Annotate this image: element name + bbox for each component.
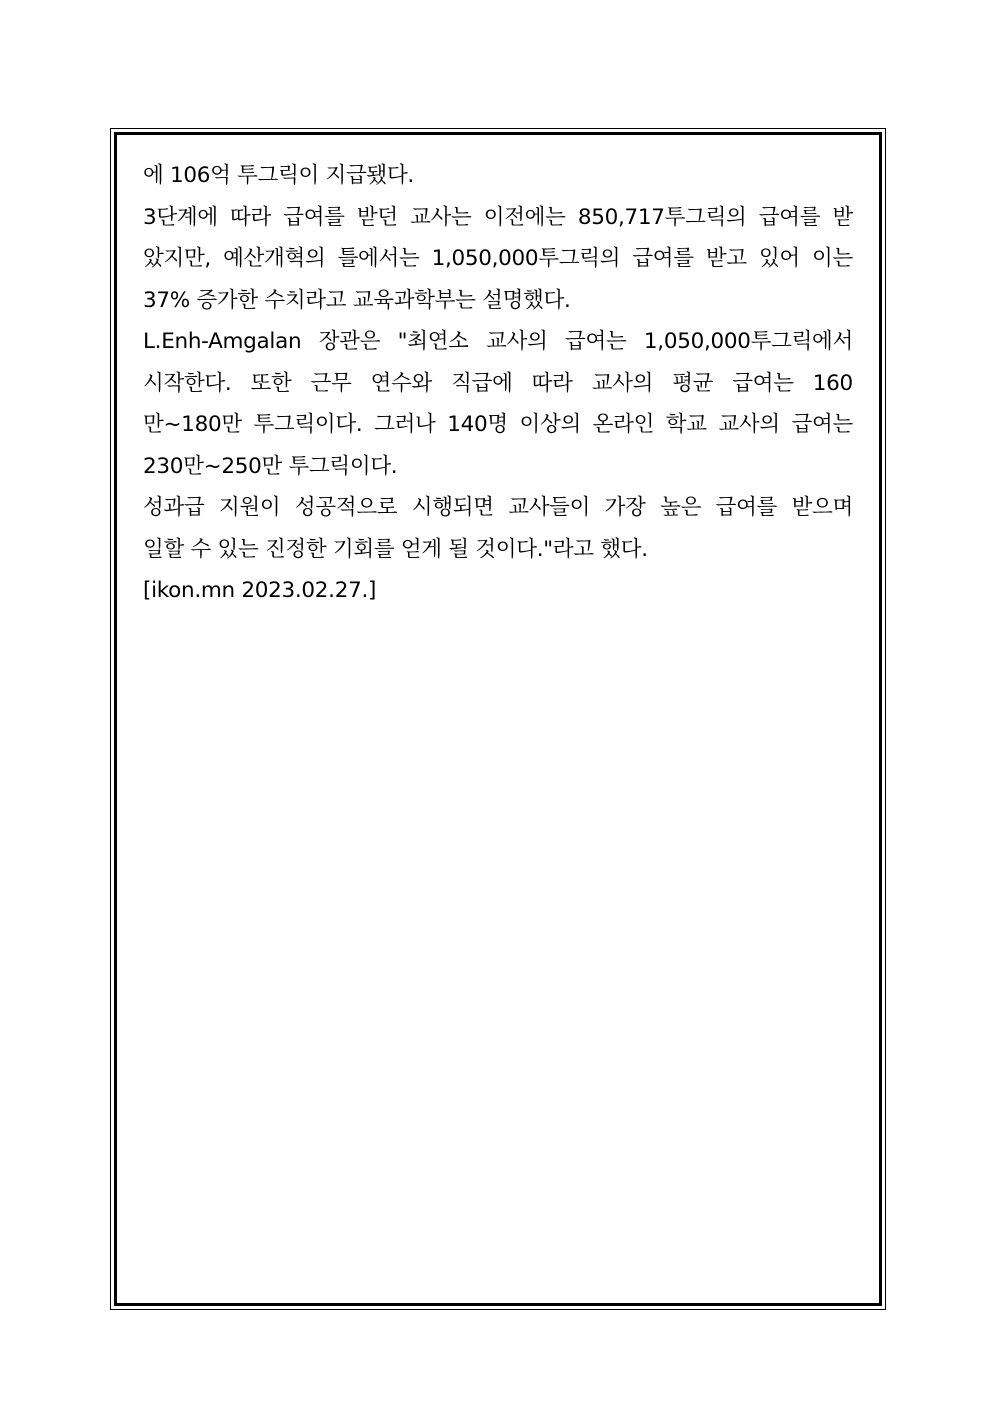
word: 급여는	[732, 370, 794, 396]
word: 급여를	[283, 204, 345, 230]
word: 예산개혁의	[223, 246, 326, 271]
word: 급여를	[632, 246, 694, 271]
word: 가장	[604, 495, 646, 520]
text-line: 에 106억 투그릭이 지급됐다.	[143, 163, 414, 188]
word: 따라	[230, 204, 271, 230]
word: 높은	[660, 495, 702, 520]
word: 3단계에	[143, 204, 218, 230]
word: 시작한다.	[143, 370, 232, 396]
word: 온라인	[592, 412, 655, 437]
word: 교사들이	[508, 495, 591, 520]
word: 지원이	[218, 495, 281, 520]
word: 틀에서는	[337, 246, 420, 271]
text-line	[143, 321, 853, 363]
word: 140명	[447, 412, 508, 437]
word: 따라	[531, 370, 573, 396]
word: 교사는	[410, 204, 472, 230]
text-line: 37% 증가한 수치라고 교육과학부는 설명했다.	[143, 287, 571, 313]
word: 또한	[250, 370, 292, 396]
word: 급여는	[791, 412, 853, 437]
text-line	[143, 238, 853, 280]
text-line: 230만~250만 투그릭이다.	[143, 453, 398, 479]
word: 급여를	[715, 495, 778, 520]
word: 급여는	[565, 329, 627, 354]
word: 있어	[758, 246, 800, 271]
word: 았지만,	[143, 246, 211, 271]
text-line	[143, 363, 853, 405]
word: 이전에는	[483, 204, 566, 230]
word: "최연소	[397, 329, 469, 354]
word: 근무	[310, 370, 352, 396]
word: 받고	[705, 246, 747, 271]
word: 160	[812, 370, 853, 396]
word: 850,717투그릭의	[577, 204, 747, 230]
word: 평균	[672, 370, 714, 396]
word: 만~180만	[143, 412, 242, 437]
word: 교사의	[486, 329, 548, 354]
text-line	[143, 487, 853, 529]
word: 1,050,000투그릭의	[431, 246, 621, 271]
word: 1,050,000투그릭에서	[643, 329, 853, 354]
word: 학교	[665, 412, 707, 437]
word: L.Enh-Amgalan	[143, 329, 302, 354]
word: 이상의	[519, 412, 581, 437]
text-line	[143, 197, 853, 239]
word: 이는	[812, 246, 853, 271]
word: 받던	[356, 204, 398, 230]
text-line	[143, 404, 853, 446]
word: 투그릭이다.	[253, 412, 363, 437]
text-line: 일할 수 있는 진정한 기회를 얻게 될 것이다."라고 했다.	[143, 536, 648, 562]
word: 받	[832, 204, 853, 230]
word: 성과급	[143, 495, 205, 520]
word: 시행되면	[411, 495, 494, 520]
source-citation: [ikon.mn 2023.02.27.]	[143, 578, 377, 603]
word: 직급에	[451, 370, 513, 396]
word: 받으며	[791, 495, 853, 520]
word: 그러나	[374, 412, 436, 437]
word: 연수와	[370, 370, 433, 396]
word: 급여를	[758, 204, 821, 230]
word: 성공적으로	[294, 495, 398, 520]
word: 교사의	[591, 370, 654, 396]
article-body	[143, 155, 853, 612]
word: 교사의	[718, 412, 780, 437]
word: 장관은	[318, 329, 381, 354]
